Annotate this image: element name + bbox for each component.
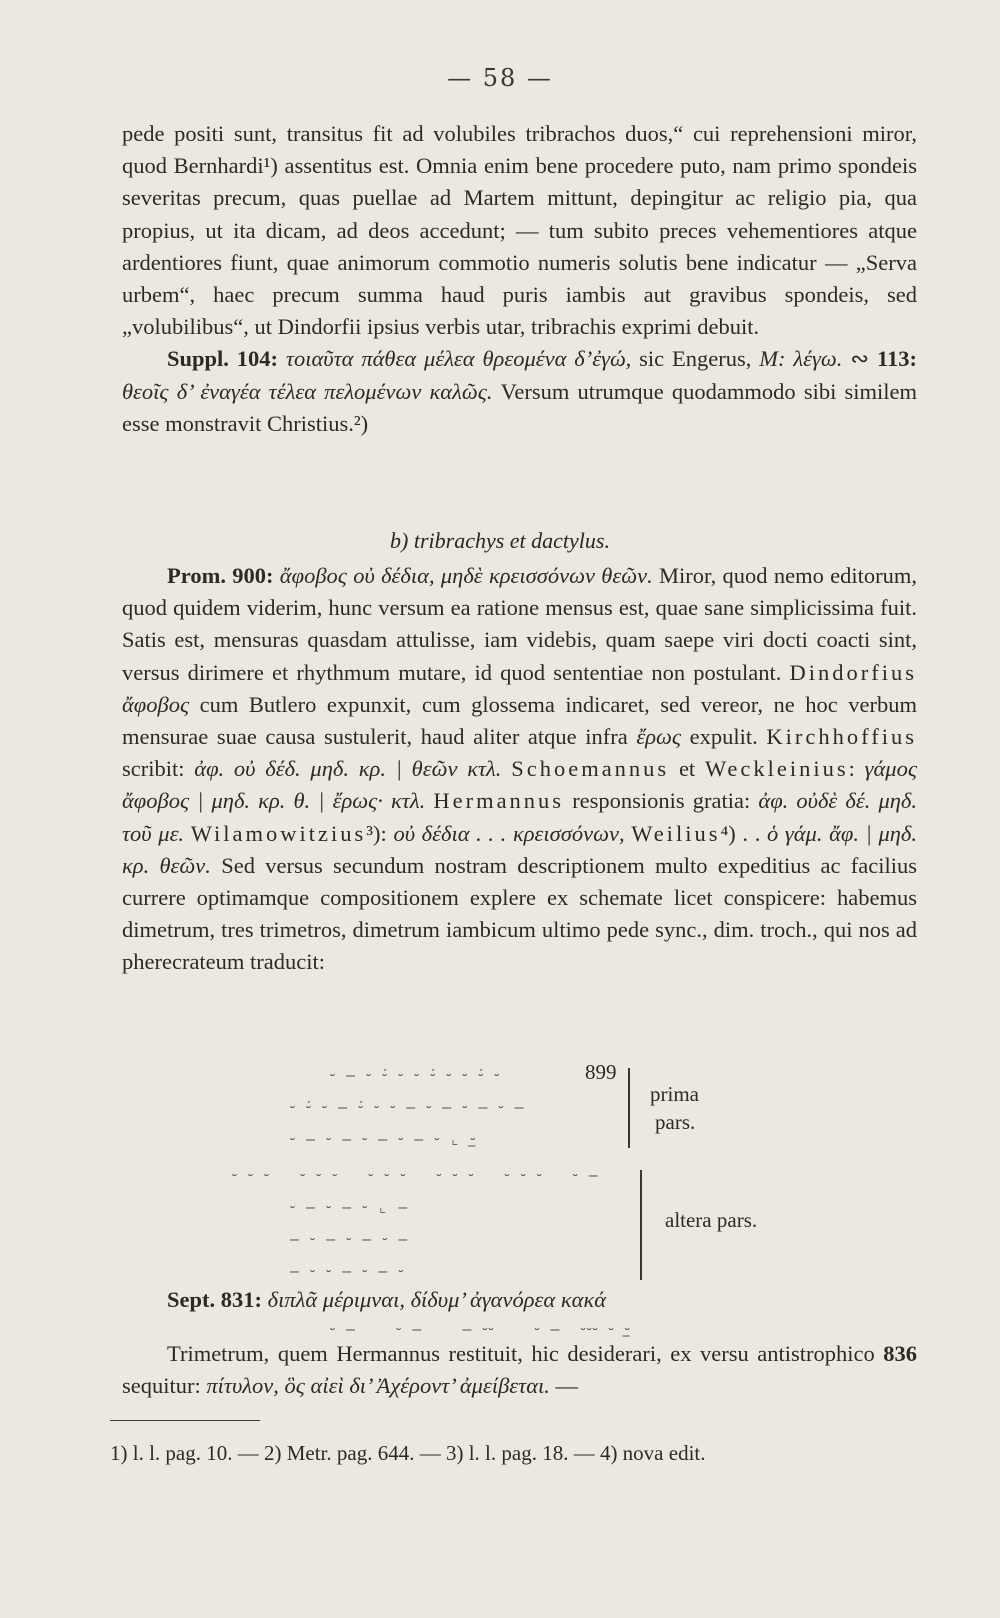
prom-text-11: ³): — [366, 820, 394, 846]
sept-line — [122, 1284, 917, 1316]
prom-label: Prom. 900: — [167, 563, 274, 588]
label-pars: pars. — [655, 1110, 696, 1134]
prom-greek-7: οὐ δέδια . . . κρεισσόνων, — [393, 820, 625, 846]
sept-paragraph — [122, 1284, 917, 1316]
scheme-row-4: ⏑ ⏑ ⏑ ⏑ ⏑ ⏑ ⏑ ⏑ ⏑ ⏑ ⏑ ⏑ ⏑ ⏑ ⏑ ⏑ – — [232, 1166, 599, 1184]
prom-text-2: cum Butlero expunxit, cum glossema indicaret, sed vereor, ne hoc verbum mensurae suae causa sustulerit, haud aliter atque infra — [122, 691, 918, 750]
prom-text-13: ⁴) . . — [720, 820, 767, 846]
name-kirchhoffius: Kirchhoffius — [766, 724, 917, 750]
scheme-row-5: ⏑ – ⏑ – ⏑ ⌞ – — [290, 1198, 409, 1216]
paragraph-1: pede positi sunt, transitus fit ad volubiles tribrachos duos,“ cui reprehensioni miror, quod Bernhardi¹) assentitus est. Omnia enim bene procedere puto, nam primo spondeis severitas precum, quas puellae ad Martem mittunt, depingitur ac religio pia, qua propius, ut ita dicam, ad deos accedunt; — tum subito preces vehementiores atque ardentiores fiunt, quae animorum commotio numeris solutis bene indicatur — „Serva urbem“, haec precum summa haud puris iambis aut gravibus spondeis, sed „volubilibus“, ut Dindorfii ipsius verbis utar, tribrachis exprimi debuit. — [122, 121, 917, 340]
scheme-verse-number: 899 — [585, 1060, 617, 1084]
scheme-row-7: – ⏑ ⏑ – ⏑ – ⏑ — [290, 1262, 405, 1280]
sept-label: Sept. 831: — [167, 1287, 262, 1312]
name-hermannus: Hermannus — [433, 788, 565, 814]
suppl-text-3: Versum utrumque quodammodo sibi similem esse monstravit Christius.²) — [122, 378, 917, 436]
prom-text-9: responsionis gratia: — [564, 788, 759, 814]
last-paragraph — [122, 1338, 917, 1402]
suppl-greek-2: θεοῖς δ’ ἐναγέα τέλεα πελομένων καλῶς. — [122, 378, 493, 404]
prom-text-10 — [184, 821, 191, 846]
scheme-row-2: ⏑ ⏑́ ⏑ – ⏑́ ⏑ ⏑ – ⏑ – ⏑ – ⏑ – — [290, 1098, 525, 1116]
prom-text-7: : — [848, 756, 865, 782]
prom-text-6: et — [669, 756, 705, 782]
subheading: b) tribrachys et dactylus. — [390, 528, 610, 553]
body-text-top — [122, 118, 917, 440]
prom-greek-2: ἄφοβος — [122, 691, 200, 717]
label-altera-pars: altera pars. — [665, 1208, 758, 1232]
label-prima: prima — [650, 1082, 699, 1106]
prom-text-14: Sed versus secundum nostram descriptionem multo expeditius ac facilius currere optimamque compositionem explere ex schemate licet conspicere: habemus dimetrum, tres trimetros, dimetrum iambicum ultimo pede sync., dim. troch., qui nos ad pherecrateum traducit: — [122, 852, 918, 975]
suppl-label: Suppl. 104: — [167, 346, 279, 372]
brace-altera — [630, 1170, 642, 1280]
last-num: 836 — [883, 1341, 917, 1366]
suppl-num: 113: — [876, 346, 917, 372]
sept-greek: διπλᾶ μέριμναι, δίδυμ’ ἀγανόρεα κακά — [262, 1287, 607, 1312]
last-greek: πίτυλον, ὃς αἰεὶ δι’ Ἀχέροντ’ ἀμείβεται. — [206, 1373, 550, 1399]
name-wilamowitzius: Wilamowitzius — [190, 820, 367, 846]
footnotes: 1) l. l. pag. 10. — 2) Metr. pag. 644. — 3) l. l. pag. 18. — 4) nova edit. — [110, 1441, 706, 1465]
name-weilius: Weilius — [631, 820, 721, 846]
sept-meter: ⏑ – ⏑ – – ⏑⏑ ⏑ – ⏑⏑⏑ ⏑ ⏑̲ — [330, 1320, 631, 1338]
name-weckleinius: Weckleinius — [704, 756, 849, 782]
body-text-prom — [122, 560, 917, 979]
prom-greek-6: ἀφ. οὐδὲ δέ. μηδ. τοῦ με. — [122, 788, 918, 846]
prom-greek-8: ὁ γάμ. ἄφ. | μηδ. κρ. θεῶν. — [122, 820, 918, 878]
prom-greek-1: ἄφοβος οὐ δέδια, μηδὲ κρεισσόνων θεῶν. — [273, 563, 653, 588]
prom-text-4: scribit: — [122, 756, 195, 782]
suppl-paragraph — [122, 343, 917, 440]
scheme-row-1: ⏑ – ⏑ ⏑́ ⏑ ⏑ ⏑́ ⏑ ⏑ ⏑́ ⏑ — [330, 1066, 501, 1084]
prom-text-1: Miror, quod nemo editorum, quod quidem viderim, hunc versum ea ratione mensus est, quae sane simplicissima fuit. Satis est, mensuras quasdam attulisse, iam videbis, quam saepe viri docti coacti sint, versus dirimere et rhythmum mutare, id quod sententiae non postulant. — [122, 563, 918, 685]
last-text-3: — — [549, 1373, 579, 1399]
prom-greek-3: ἔρως — [636, 724, 682, 750]
prom-greek-4: ἀφ. οὐ δέδ. μηδ. κρ. | θεῶν κτλ. — [194, 756, 502, 782]
prom-paragraph — [122, 560, 917, 979]
name-schoemannus: Schoemannus — [511, 756, 670, 782]
suppl-m: M: λέγω. — [759, 346, 843, 372]
scheme-row-6: – ⏑ – ⏑ – ⏑ – — [290, 1230, 409, 1248]
suppl-text-1: sic Engerus, — [631, 346, 760, 372]
prom-text-5 — [501, 756, 511, 781]
brace-prima — [618, 1068, 630, 1148]
name-dindorfius: Dindorfius — [789, 659, 917, 685]
prom-text-3: expulit. — [681, 724, 767, 750]
suppl-greek-1: τοιαῦτα πάθεα μέλεα θρεομένα δ’ἐγώ, — [285, 346, 632, 372]
body-text-last — [122, 1338, 917, 1402]
scheme-row-3: ⏑ – ⏑ – ⏑ – ⏑ – ⏑ ⌞ ⏑̲ — [290, 1130, 477, 1148]
suppl-text-2: ∾ — [842, 346, 877, 372]
last-text-2: sequitur: — [122, 1373, 207, 1399]
last-text-1: Trimetrum, quem Hermannus restituit, hic desiderari, ex versu antistrophico — [167, 1341, 884, 1366]
footnote-rule — [110, 1420, 260, 1421]
page-number: — 58 — — [447, 64, 553, 92]
prom-greek-5: γάμος ἄφοβος | μηδ. κρ. θ. | ἔρως· κτλ. — [122, 756, 917, 814]
